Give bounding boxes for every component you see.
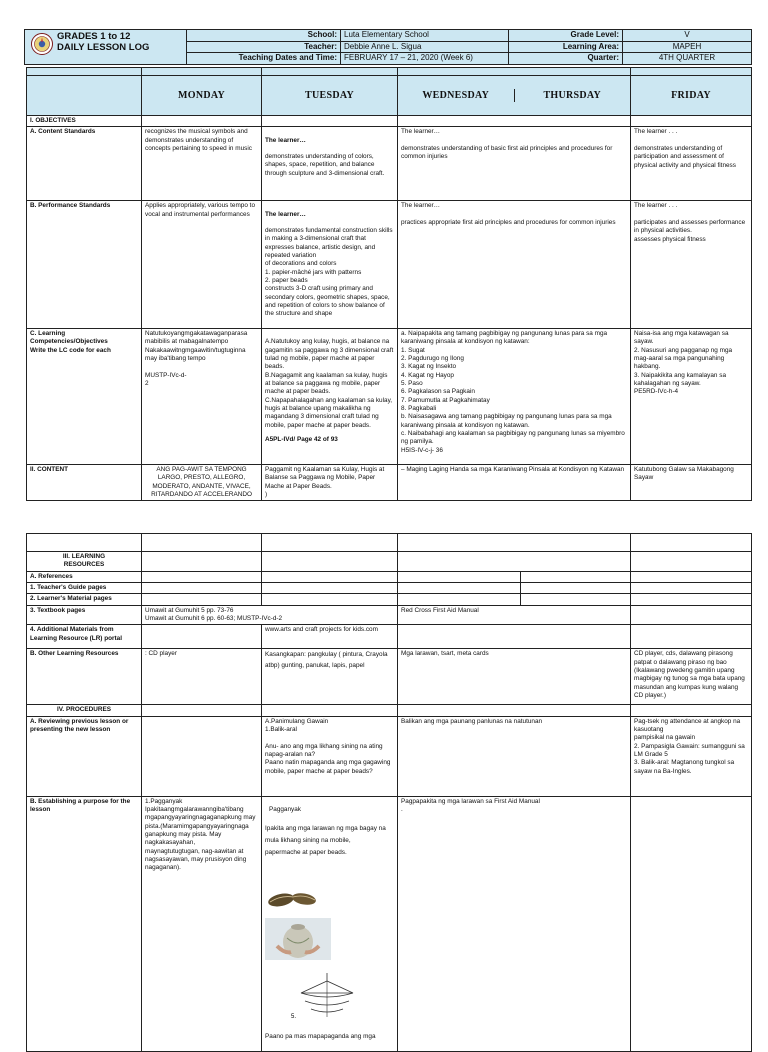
dates-label: Teaching Dates and Time:: [187, 53, 341, 65]
review-wednesday: Balikan ang mga paunang panlunas na natutunan: [398, 716, 631, 796]
additional-materials-label: 4. Additional Materials from Learning Resource (LR) portal: [27, 625, 142, 649]
day-tuesday: TUESDAY: [262, 76, 398, 116]
competencies-tuesday: A.Natutukoy ang kulay, hugis, at balance na gagamitin sa paggawa ng 3 dimensional craft tulad ng mobile, paper mache at paper beads. B.Nagagamit ang kaalaman sa kulay, hugis at balance sa paggawa ng mobile, paper mache at paper beads. C.Napapahalagahan ang kaalaman sa kulay, hugis at balance upang makalikha ng magandang 3 dimensional craft tulad ng mobile, paper mache at paper beads. A5PL-IVd/ Page 42 of 93: [262, 328, 398, 464]
competencies-wednesday: a. Naipapakita ang tamang pagbibigay ng pangunang lunas para sa mga karaniwang pinsala at kondisyon ng katawan: 1. Sugat 2. Pagdurugo ng Ilong 3. Kagat ng Insekto 4. Kagat ng Hayop 5. Paso 6. Pagkalason sa Pagkain 7. Pamumutla at Pagkahimatay 8. Pagkabali b. Naisasagawa ang tamang pagbibigay ng pangunang lunas para sa mga karaniwang pinsala at kondisyon ng katawan. c. Naibabahagi ang kaalaman sa pagbibigay ng pangunang lunas sa miyembro ng pamilya. H5IS-IV-c-j- 36: [398, 328, 631, 464]
procedures-heading: IV. PROCEDURES: [27, 705, 142, 716]
teachers-guide-label: 1. Teacher's Guide pages: [27, 582, 142, 593]
textbook-wednesday: Red Cross First Aid Manual: [398, 605, 631, 625]
other-resources-monday: : CD player: [142, 649, 262, 705]
content-wednesday: – Maging Laging Handa sa mga Karaniwang Pinsala at Kondisyon ng Katawan: [398, 464, 631, 500]
day-wednesday: WEDNESDAY THURSDAY: [398, 76, 631, 116]
quarter-label: Quarter:: [509, 53, 623, 65]
quarter-value: 4TH QUARTER: [623, 53, 752, 65]
content-standards-label: A. Content Standards: [27, 127, 142, 201]
area-value: MAPEH: [623, 41, 752, 53]
lesson-table-page2: [26, 533, 752, 1052]
content-standards-monday: recognizes the musical symbols and demonstrates understanding of concepts pertaining to speed in music: [142, 127, 262, 201]
review-label: A. Reviewing previous lesson or presenting the new lesson: [27, 716, 142, 796]
dates-value: FEBRUARY 17 – 21, 2020 (Week 6): [341, 53, 509, 65]
mobile-craft-image: [287, 971, 367, 1021]
grade-label: Grade Level:: [509, 30, 623, 42]
purpose-label: B. Establishing a purpose for the lesson: [27, 796, 142, 1051]
textbook-monday: Umawit at Gumuhit 5 pp. 73-76 Umawit at Gumuhit 6 pp. 60-63; MUSTP-IVc-d-2: [142, 605, 398, 625]
lesson-table-page1: [26, 67, 752, 501]
teacher-label: Teacher:: [187, 41, 341, 53]
objectives-heading: I. OBJECTIVES: [27, 116, 142, 127]
day-monday: MONDAY: [142, 76, 262, 116]
additional-materials-tuesday: www.arts and craft projects for kids.com: [262, 625, 398, 649]
references-label: A. References: [27, 571, 142, 582]
content-monday: ANG PAG-AWIT SA TEMPONG LARGO, PRESTO, ALLEGRO, MODERATO, ANDANTE, VIVACE, RITARDANDO AT ACCELERANDO: [142, 464, 262, 500]
teacher-value: Debbie Anne L. Sigua: [341, 41, 509, 53]
performance-standards-wednesday: The learner… practices appropriate first aid principles and procedures for common injuries: [398, 201, 631, 329]
school-label: School:: [187, 30, 341, 42]
school-value: Luta Elementary School: [341, 30, 509, 42]
purpose-wednesday: Pagpapakita ng mga larawan sa First Aid Manual .: [398, 796, 631, 1051]
content-friday: Katutubong Galaw sa Makabagong Sayaw: [631, 464, 752, 500]
performance-standards-label: B. Performance Standards: [27, 201, 142, 329]
deped-seal-icon: [31, 33, 53, 55]
content-standards-friday: The learner . . . demonstrates understanding of participation and assessment of physical activity and physical fitness: [631, 127, 752, 201]
other-resources-friday: CD player, cds, dalawang pirasong patpat o dalawang piraso ng bao (Ikalawang pwedeng gamitin upang magbigay ng tunog sa mga bata upang masundan ang kumpas kung walang CD player.): [631, 649, 752, 705]
review-friday: Pag-tsek ng attendance at angkop na kasuotang pampisikal na gawain 2. Pampasigla Gawain: sumangguni sa LM Grade 5 3. Balik-aral: Magtanong tungkol sa sayaw na Ba-Ingles.: [631, 716, 752, 796]
competencies-monday: Natutukoyangmgakatawaganparasa mabibilis at mabagalnatempo Nakakaawitngmgaawitin/tugtuginna may iba'tibang tempo MUSTP-IVc-d- 2: [142, 328, 262, 464]
logo-cell: [25, 30, 187, 65]
learners-material-label: 2. Learner's Material pages: [27, 594, 142, 605]
area-label: Learning Area:: [509, 41, 623, 53]
log-title: GRADES 1 to 12 DAILY LESSON LOG: [57, 31, 150, 53]
content-standards-tuesday: The learner… demonstrates understanding of colors, shapes, space, repetition, and balance through sculpture and 3-dimensional craft.: [262, 127, 398, 201]
purpose-monday: 1.Pagganyak Ipakitaangmgalarawanngiba'tibang mgapangyayaringnagaganapkung may pista.(Maramimgapangyayaringnaga ganapkung may pista. May nagkakasayahan, maynagtutugtugan, nag-aawitan at nagsasayawan, may prusisyon ding nagaganan).: [142, 796, 262, 1051]
header-table: [24, 29, 752, 65]
textbook-label: 3. Textbook pages: [27, 605, 142, 625]
day-friday: FRIDAY: [631, 76, 752, 116]
performance-standards-tuesday: The learner… demonstrates fundamental construction skills in making a 3-dimensional craft that expresses balance, artistic design, and repeated variation of decorations and colors 1. papier-mâché jars with patterns 2. paper beads constructs 3-D craft using primary and secondary colors, geometric shapes, space, and repetition of colors to show balance of the structure and shape: [262, 201, 398, 329]
day-thursday: THURSDAY: [514, 89, 631, 102]
competencies-friday: Naisa-isa ang mga katawagan sa sayaw. 2. Nasusuri ang pagganap ng mga mag-aaral sa mga pangunahing hakbang. 3. Naipakikita ang kamalayan sa kahalagahan ng sayaw. PE5RD-IVc-h-4: [631, 328, 752, 464]
learning-resources-heading: III. LEARNING RESOURCES: [27, 552, 142, 572]
content-tuesday: Paggamit ng Kaalaman sa Kulay, Hugis at Balanse sa Paggawa ng Mobile, Paper Mache at Paper Beads. ): [262, 464, 398, 500]
content-standards-wednesday: The learner… demonstrates understanding of basic first aid principles and procedures for common injuries: [398, 127, 631, 201]
performance-standards-monday: Applies appropriately, various tempo to vocal and instrumental performances: [142, 201, 262, 329]
review-tuesday: A.Panimulang Gawain 1.Balik-aral Anu- ano ang mga likhang sining na ating napag-aralan na? Paano natin mapaganda ang mga gagawing mobile, paper mache at paper beads?: [262, 716, 398, 796]
other-resources-label: B. Other Learning Resources: [27, 649, 142, 705]
performance-standards-friday: The learner . . . participates and assesses performance in physical activities. assesses physical fitness: [631, 201, 752, 329]
grade-value: V: [623, 30, 752, 42]
paper-beads-image: [265, 878, 319, 918]
purpose-tuesday: Pagganyak Ipakita ang mga larawan ng mga bagay na mula likhang sining na mobile, papermache at paper beads. 5. Paano pa mas mapapaganda ang mga: [262, 796, 398, 1051]
paper-mache-jar-image: [265, 918, 331, 960]
other-resources-tuesday: Kasangkapan: pangkulay ( pintura, Crayola atbp) gunting, panukat, lapis, papel: [262, 649, 398, 705]
content-label: II. CONTENT: [27, 464, 142, 500]
svg-text:5.: 5.: [291, 1014, 297, 1021]
other-resources-wednesday: Mga larawan, tsart, meta cards: [398, 649, 631, 705]
competencies-label: C. Learning Competencies/Objectives Write the LC code for each: [27, 328, 142, 464]
